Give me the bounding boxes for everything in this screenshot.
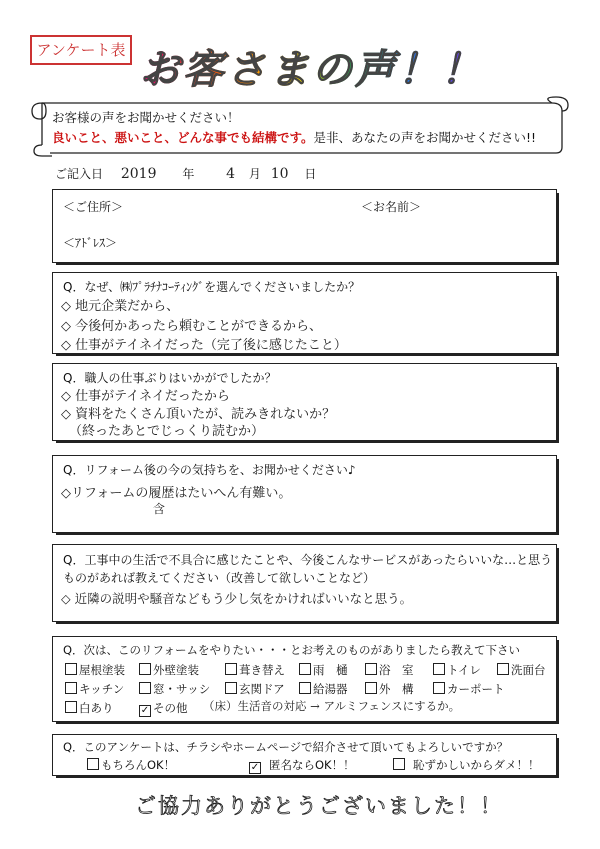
option-water-heater[interactable]: 給湯器 bbox=[299, 681, 348, 697]
option-gutter[interactable]: 雨 樋 bbox=[299, 662, 348, 678]
name-label: ＜お名前＞ bbox=[361, 200, 422, 214]
date-day: 10 bbox=[270, 166, 289, 182]
option-bathroom[interactable]: 浴 室 bbox=[365, 662, 414, 678]
date-year: 2019 bbox=[120, 166, 157, 182]
answer-1-line-2: ◇ 今後何かあったら頼むことができるから、 bbox=[61, 319, 323, 334]
option-window-sash[interactable]: 窓・サッシ bbox=[139, 681, 210, 697]
address-label: ＜ご住所＞ bbox=[63, 200, 124, 214]
checkbox[interactable] bbox=[65, 682, 77, 694]
question-box-2 bbox=[52, 363, 557, 441]
answer-2-line-1: ◇ 仕事がテイネイだったから bbox=[61, 389, 230, 404]
date-month-unit: 月 bbox=[248, 167, 261, 181]
option-roof-paint[interactable]: 屋根塗装 bbox=[65, 662, 125, 678]
option-entrance-door[interactable]: 玄関ドア bbox=[225, 681, 285, 697]
contact-box bbox=[52, 189, 557, 263]
option-carport[interactable]: カーポート bbox=[433, 681, 505, 697]
question-5: Q．次は、このリフォームをやりたい・・・とお考えのものがありましたら教えて下さい bbox=[63, 643, 520, 657]
question-box-4 bbox=[52, 544, 557, 622]
option-wall-paint[interactable]: 外壁塗装 bbox=[139, 662, 199, 678]
checkbox[interactable] bbox=[497, 663, 509, 675]
option-exterior[interactable]: 外 構 bbox=[365, 681, 414, 697]
answer-2-line-2: ◇ 資料をたくさん頂いたが、読みきれないか？ bbox=[61, 407, 336, 422]
checkbox[interactable] bbox=[365, 682, 377, 694]
answer-1-line-3: ◇ 仕事がテイネイだった（完了後に感じたこと） bbox=[61, 338, 347, 353]
answer-2-line-3: （終ったあとでじっくり読むか） bbox=[69, 424, 265, 439]
checkbox[interactable] bbox=[433, 663, 445, 675]
option-toilet[interactable]: トイレ bbox=[433, 662, 481, 678]
intro-line2 bbox=[52, 128, 536, 146]
intro-line1: お客様の声をお聞かせください！ bbox=[52, 110, 240, 125]
date-label: ご記入日 bbox=[55, 167, 104, 181]
answer-3: ◇リフォームの履歴はたいへん有難い。 bbox=[61, 486, 292, 501]
checkbox[interactable] bbox=[87, 758, 99, 770]
intro-line2-rest: 是非、あなたの声をお聞かせください!! bbox=[313, 130, 537, 145]
option-embarrassed-no[interactable]: 恥ずかしいからダメ！！ bbox=[393, 757, 540, 773]
question-3: Q．リフォーム後の今の気持ちを、お聞かせください♪ bbox=[63, 463, 356, 477]
question-box-6 bbox=[52, 734, 557, 776]
question-4-line-1: Q．工事中の生活で不具合に感じたことや、今後こんなサービスがあったらいいな…と思う bbox=[63, 553, 553, 567]
question-6: Q．このアンケートは、チラシやホームページで紹介させて頂いてもよろしいですか？ bbox=[63, 740, 509, 754]
question-1: Q．なぜ、㈱ﾌﾟﾗﾁﾅｺｰﾃｨﾝｸﾞを選んでくださいましたか？ bbox=[63, 280, 361, 294]
checkbox[interactable] bbox=[299, 682, 311, 694]
question-2: Q．職人の仕事ぶりはいかがでしたか？ bbox=[63, 371, 277, 385]
scroll-banner bbox=[30, 95, 570, 157]
option-termite[interactable]: 白あり bbox=[65, 700, 114, 716]
checkbox[interactable] bbox=[225, 663, 237, 675]
option-anonymous-ok[interactable]: ✓ 匿名ならOK！！ bbox=[250, 758, 355, 773]
question-box-1 bbox=[52, 272, 557, 354]
option-of-course-ok[interactable]: もちろんOK！ bbox=[87, 757, 175, 773]
answer-3-note: 含 bbox=[153, 502, 166, 516]
option-kitchen[interactable]: キッチン bbox=[65, 681, 124, 697]
other-note: （床）生活音の対応 → アルミフェンスにするか。 bbox=[203, 699, 461, 713]
answer-1-line-1: ◇ 地元企業だから、 bbox=[61, 299, 180, 314]
question-box-3 bbox=[52, 455, 557, 533]
option-reroof[interactable]: 葺き替え bbox=[225, 662, 285, 678]
question-4-line-2: ものがあれば教えてください（改善して欲しいことなど） bbox=[63, 571, 376, 585]
intro-line2-emphasis: 良いこと、悪いこと、どんな事でも結構です。 bbox=[52, 130, 314, 145]
checkbox[interactable] bbox=[393, 758, 405, 770]
question-box-5 bbox=[52, 636, 557, 722]
fill-date bbox=[55, 165, 316, 182]
checkbox[interactable] bbox=[225, 682, 237, 694]
option-washbasin[interactable]: 洗面台 bbox=[497, 662, 546, 678]
thanks-message: ご協力ありがとうございました！！ bbox=[135, 794, 503, 818]
date-month: 4 bbox=[226, 166, 236, 182]
date-year-unit: 年 bbox=[182, 167, 195, 181]
checkbox[interactable] bbox=[65, 701, 77, 713]
checkbox[interactable] bbox=[365, 663, 377, 675]
checkbox[interactable] bbox=[433, 682, 445, 694]
answer-4: ◇ 近隣の説明や騒音などもう少し気をかければいいなと思う。 bbox=[61, 591, 413, 606]
option-other[interactable]: ✓ その他 bbox=[140, 701, 188, 716]
checkbox-checked[interactable]: ✓ bbox=[140, 705, 150, 716]
checkbox[interactable] bbox=[299, 663, 311, 675]
checkbox-checked[interactable]: ✓ bbox=[250, 762, 260, 773]
checkbox[interactable] bbox=[139, 682, 151, 694]
email-label: ＜ｱﾄﾞﾚｽ＞ bbox=[63, 236, 118, 250]
checkbox[interactable] bbox=[65, 663, 77, 675]
survey-tag: アンケート表 bbox=[30, 35, 132, 65]
date-day-unit: 日 bbox=[304, 167, 317, 181]
checkbox[interactable] bbox=[139, 663, 151, 675]
page-title: お客さまの声！！ bbox=[140, 38, 484, 95]
